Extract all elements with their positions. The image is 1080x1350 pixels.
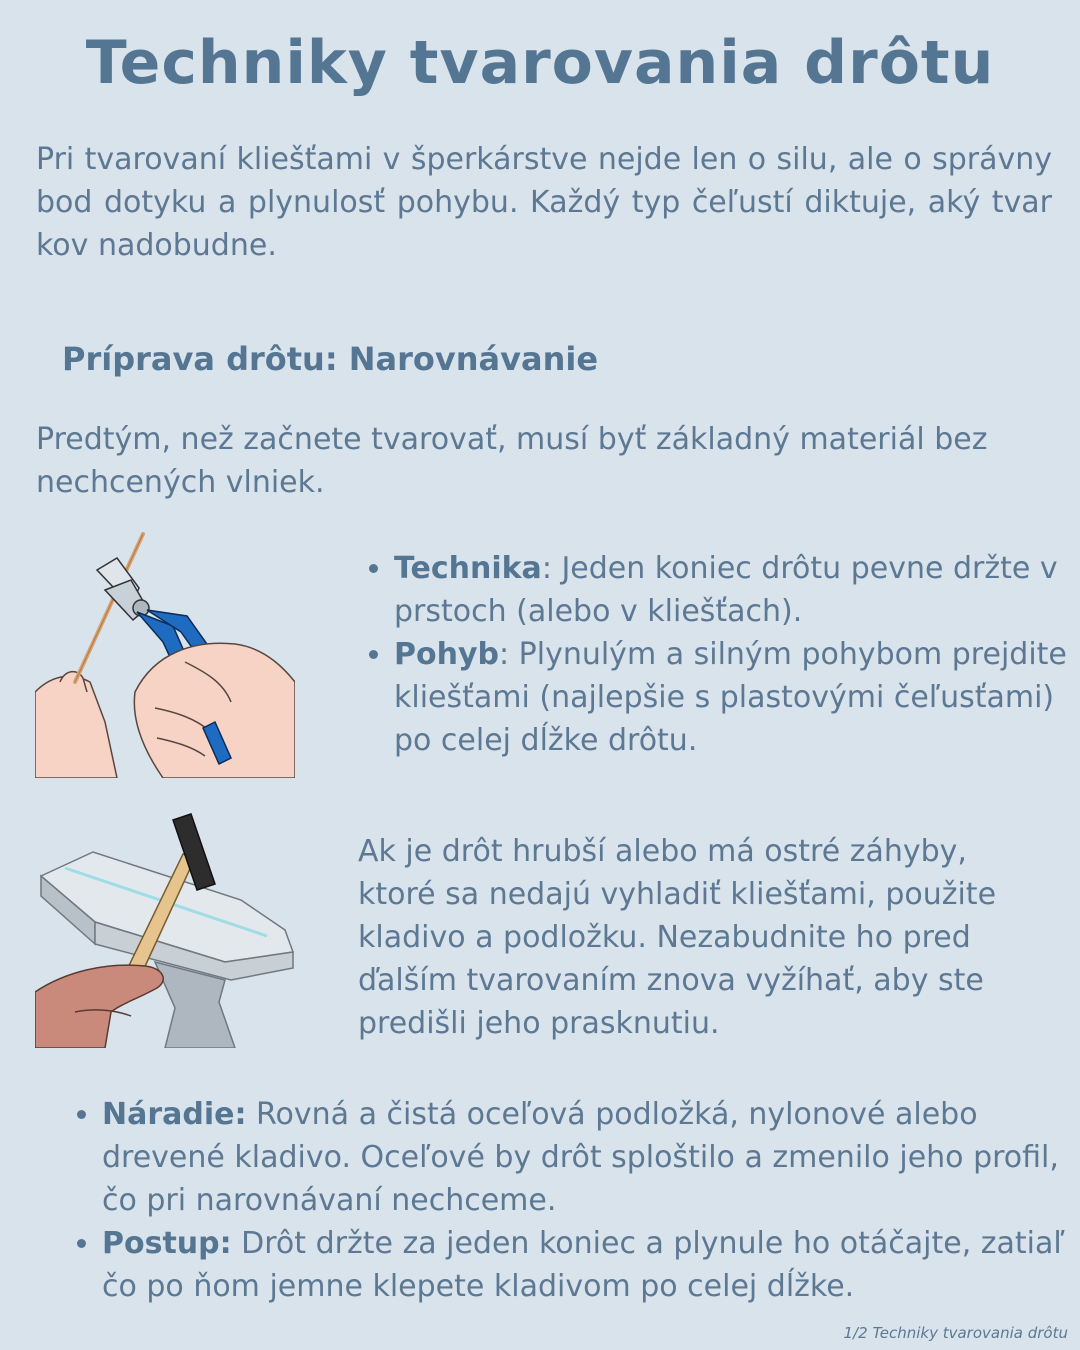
page-footer [844, 1324, 1068, 1342]
section-heading: Príprava drôtu: Narovnávanie [62, 340, 599, 378]
technique-list [358, 547, 1080, 762]
list-item-text: Rovná a čistá oceľová podložká, nylonové alebo drevené kladivo. Oceľové by drôt sploštilo a zmenilo jeho profil, čo pri narovnávaní nechceme. [102, 1097, 1059, 1218]
list-item [394, 547, 1080, 633]
hammer-paragraph: Ak je drôt hrubší alebo má ostré záhyby, ktoré sa nedajú vyhladiť kliešťami, použite kladivo a podložku. Nezabudnite ho pred ďalším tvarovaním znova vyžíhať, aby ste predišli jeho prasknutiu. [358, 834, 997, 1041]
intro-paragraph: Pri tvarovaní kliešťami v šperkárstve nejde len o silu, ale o správny bod dotyku a plynulosť pohybu. Každý typ čeľustí diktuje, aký tvar kov nadobudne. [36, 142, 1052, 263]
tools-list [66, 1093, 1080, 1308]
list-item-label: Postup: [102, 1226, 232, 1261]
hammer-anvil-illustration [35, 812, 295, 1048]
section-lead: Predtým, než začnete tvarovať, musí byť základný materiál bez nechcených vlniek. [36, 422, 988, 500]
page-number: 1/2 [843, 1324, 868, 1342]
list-item-text: : Jeden koniec drôtu pevne držte v prstoch (alebo v kliešťach). [394, 551, 1058, 629]
list-item-label: Technika [394, 551, 542, 586]
list-item-label: Náradie: [102, 1097, 247, 1132]
list-item-label: Pohyb [394, 637, 499, 672]
page-title: Techniky tvarovania drôtu [85, 28, 995, 98]
footer-title: Techniky tvarovania drôtu [872, 1324, 1068, 1342]
list-item [102, 1222, 1080, 1308]
list-item [102, 1093, 1080, 1222]
list-item-text: Drôt držte za jeden koniec a plynule ho otáčajte, zatiaľ čo po ňom jemne klepete kladivom po celej dĺžke. [102, 1226, 1065, 1304]
list-item-text: : Plynulým a silným pohybom prejdite kliešťami (najlepšie s plastovými čeľusťami) po celej dĺžke drôtu. [394, 637, 1067, 758]
list-item [394, 633, 1080, 762]
pliers-straightening-illustration [35, 532, 295, 778]
